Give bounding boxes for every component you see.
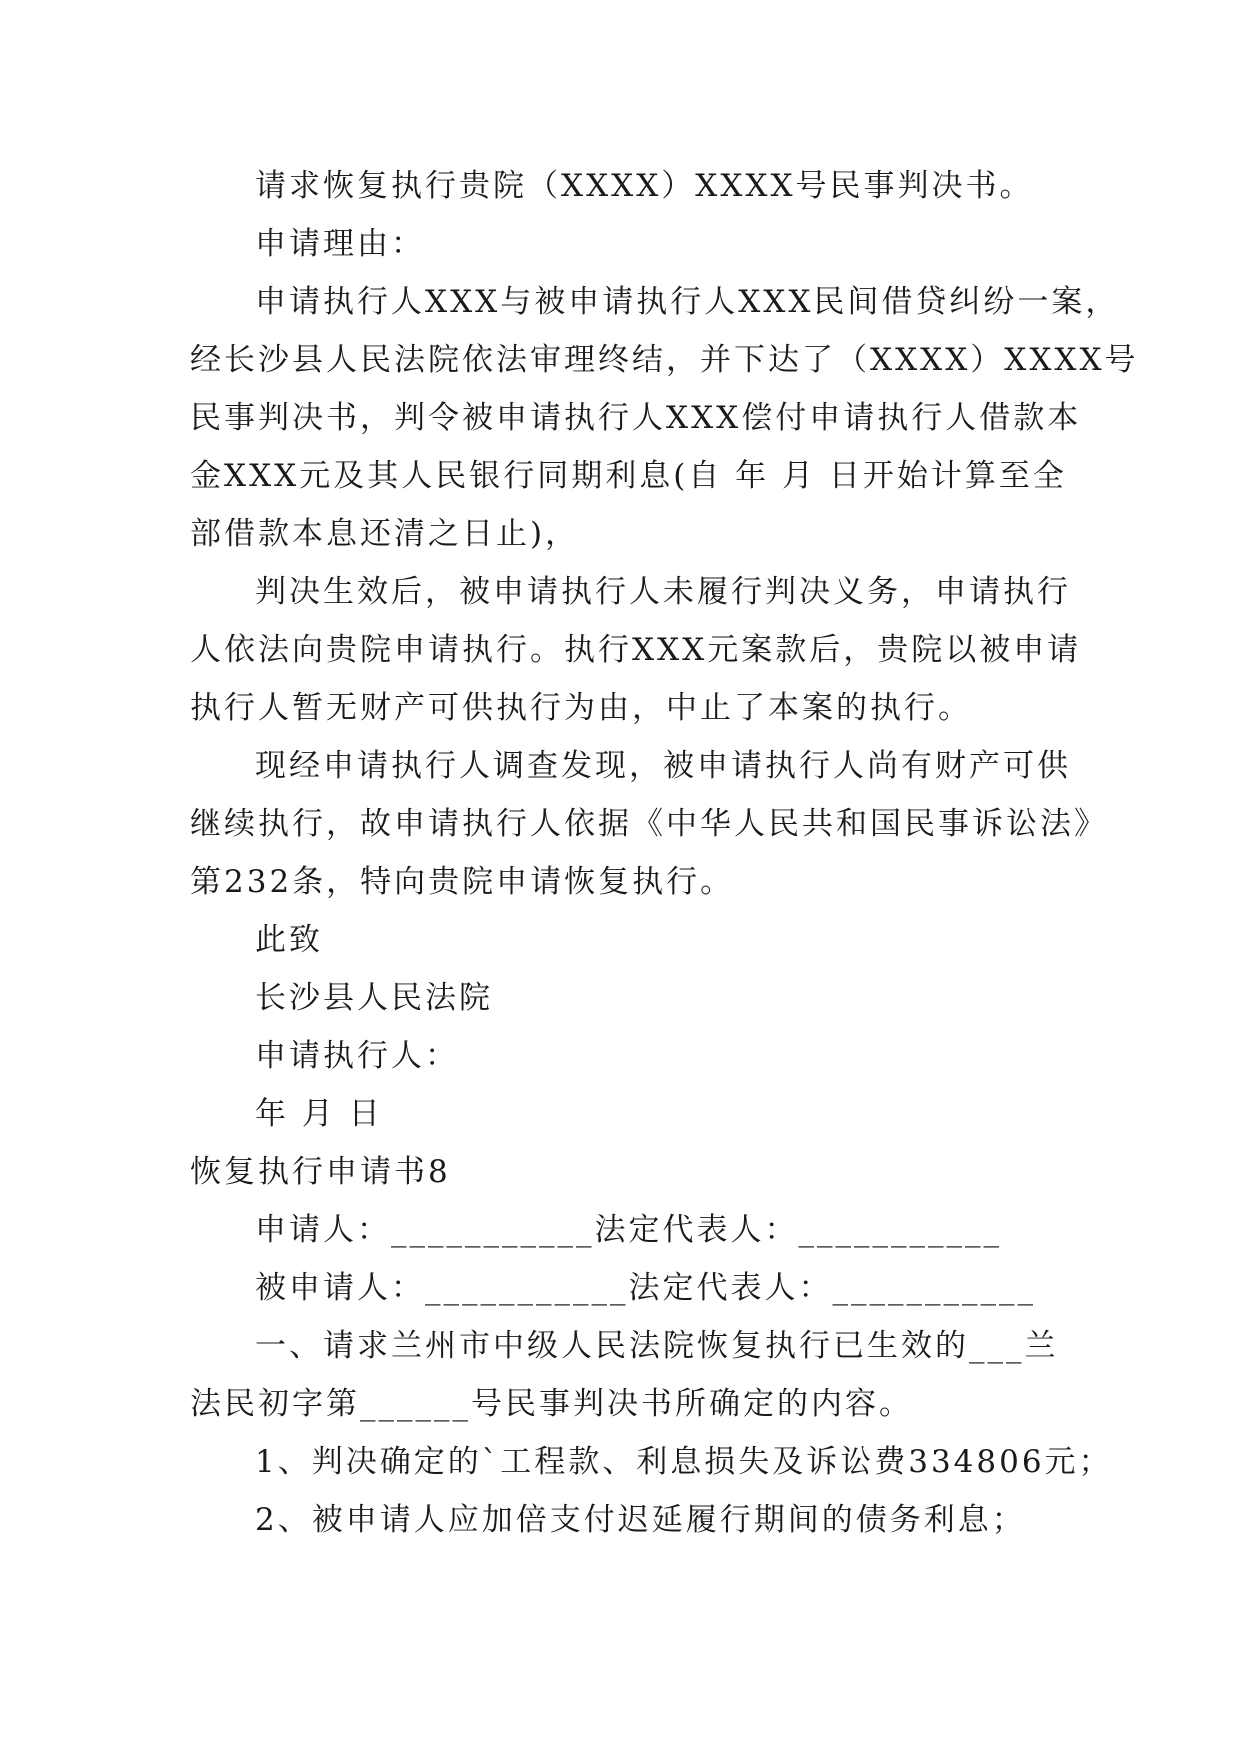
text-line: 申请理由： (255, 226, 425, 262)
text-line: 执行人暂无财产可供执行为由，中止了本案的执行。 (190, 690, 972, 726)
text-line: 1、判决确定的`工程款、利息损失及诉讼费334806元； (255, 1444, 1113, 1480)
text-line: 长沙县人民法院 (255, 980, 493, 1016)
section-heading: 恢复执行申请书8 (190, 1154, 451, 1190)
text-line: 申请执行人： (255, 1038, 459, 1074)
text-line: 继续执行，故申请执行人依据《中华人民共和国民事诉讼法》 (190, 806, 1108, 842)
text-line: 一、请求兰州市中级人民法院恢复执行已生效的___兰 (255, 1328, 1059, 1364)
text-line: 人依法向贵院申请执行。执行XXX元案款后，贵院以被申请 (190, 632, 1082, 668)
text-line: 现经申请执行人调查发现，被申请执行人尚有财产可供 (255, 748, 1071, 784)
text-line: 年 月 日 (255, 1096, 383, 1132)
text-line: 此致 (255, 922, 323, 958)
text-line: 法民初字第______号民事判决书所确定的内容。 (190, 1386, 913, 1422)
text-line: 被申请人：___________法定代表人：___________ (255, 1270, 1036, 1306)
text-line: 部借款本息还清之日止)， (190, 516, 580, 552)
text-line: 民事判决书，判令被申请执行人XXX偿付申请执行人借款本 (190, 400, 1082, 436)
text-line: 2、被申请人应加倍支付迟延履行期间的债务利息； (255, 1502, 1026, 1538)
text-line: 金XXX元及其人民银行同期利息(自 年 月 日开始计算至全 (190, 458, 1067, 494)
text-line: 判决生效后，被申请执行人未履行判决义务，申请执行 (255, 574, 1071, 610)
text-line: 申请执行人XXX与被申请执行人XXX民间借贷纠纷一案， (255, 284, 1120, 320)
text-line: 申请人：___________法定代表人：___________ (255, 1212, 1002, 1248)
text-line: 第232条，特向贵院申请恢复执行。 (190, 864, 735, 900)
text-line: 经长沙县人民法院依法审理终结，并下达了（XXXX）XXXX号 (190, 342, 1139, 378)
text-line: 请求恢复执行贵院（XXXX）XXXX号民事判决书。 (255, 168, 1034, 204)
